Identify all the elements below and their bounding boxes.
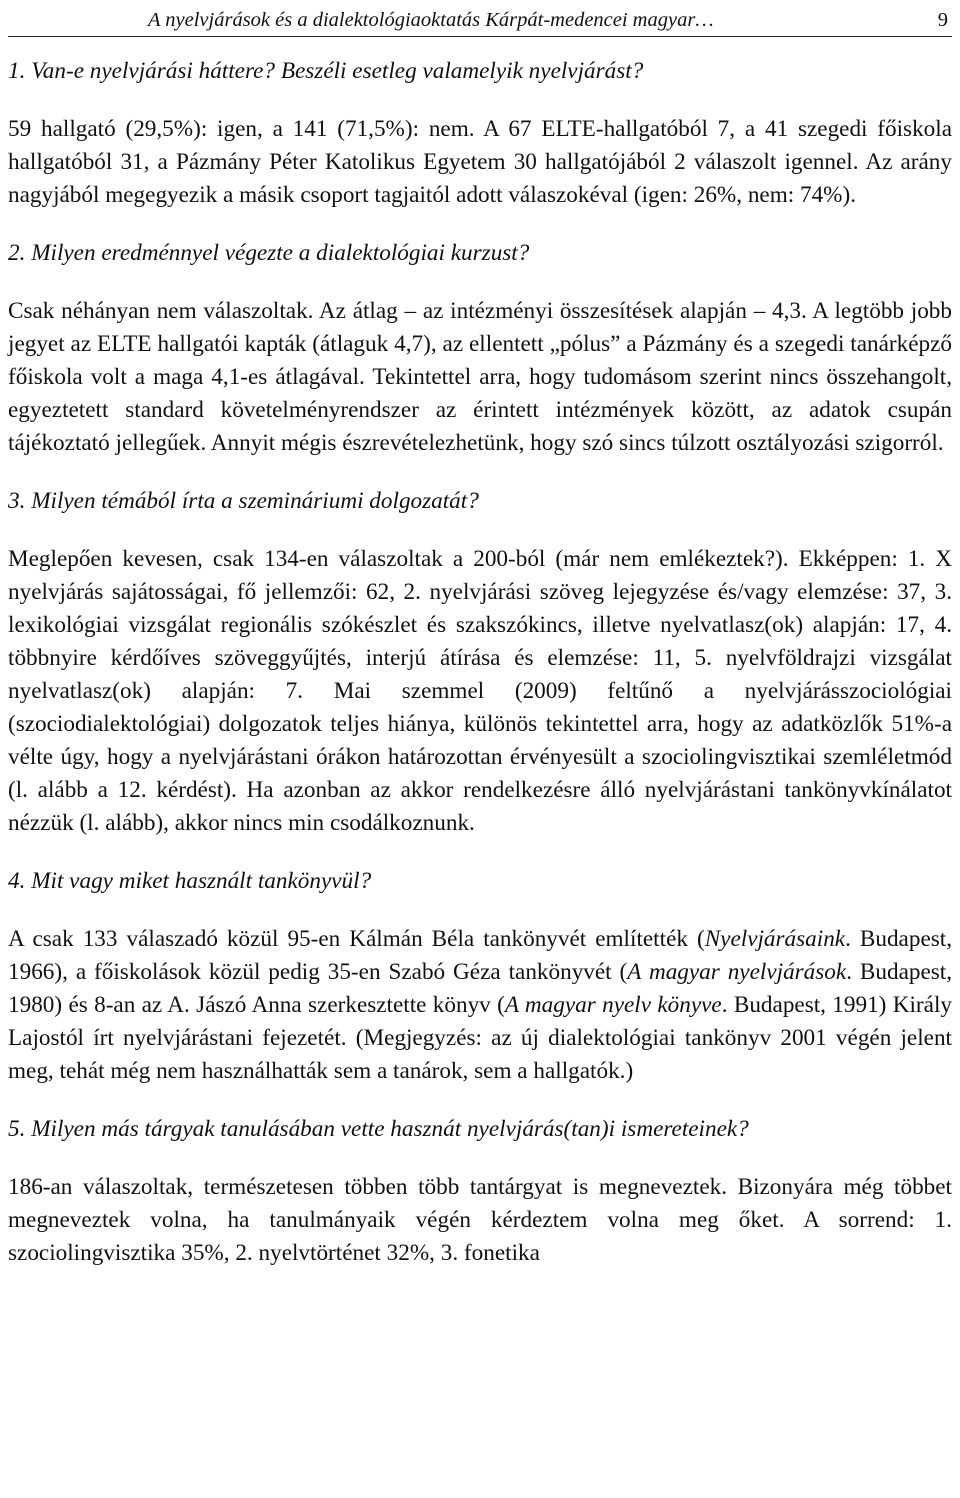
- answer-text: . Budapest, 1991) Király Lajostól írt nyelvjárástani fejezetét. (Megjegyzés: az új dialektológiai tankönyv 2001 végén jelent meg, tehát még nem használhatták sem a tanárok, sem a hallgatók.): [8, 992, 952, 1084]
- book-title: A magyar nyelv könyve: [504, 992, 722, 1018]
- answer-text: Csak néhányan nem válaszoltak. Az átlag – az intézményi összesítések alapján – 4,3. A legtöbb jobb jegyet az ELTE hallgatói kapták (átlaguk 4,7), az ellentett „pólus” a Pázmány és a szegedi tanárképző főiskola volt a maga 4,1-es átlagával. Tekintettel arra, hogy tudomásom szerint nincs összehangolt, egyeztetett standard követelményrendszer az érintett intézmények között, az adatok csupán tájékoztató jellegűek. Annyit mégis észrevételezhetünk, hogy szó sincs túlzott osztályozási szigorról.: [8, 298, 952, 456]
- answer-text: 59 hallgató (29,5%): igen, a 141 (71,5%): nem. A 67 ELTE-hallgatóból 7, a 41 szegedi főiskola hallgatóból 31, a Pázmány Péter Katolikus Egyetem 30 hallgatójából 2 válaszolt igennel. Az arány nagyjából megegyezik a másik csoport tagjaitól adott válaszokéval (igen: 26%, nem: 74%).: [8, 116, 952, 208]
- question-heading-5: 5. Milyen más tárgyak tanulásában vette hasznát nyelvjárás(tan)i ismereteinek?: [8, 1116, 749, 1142]
- answer-paragraph-4: [8, 923, 952, 1088]
- answer-text: Meglepően kevesen, csak 134-en válaszoltak a 200-ból (már nem emlékeztek?). Ekképpen: 1. X nyelvjárás sajátosságai, fő jellemzői: 62, 2. nyelvjárási szöveg lejegyzése és/vagy elemzése: 37, 3. lexikológiai vizsgálat regionális szókészlet és szakszókincs, illetve nyelvatlasz(ok) alapján: 17, 4. többnyire kérdőíves szöveggyűjtés, interjú átírása és elemzése: 11, 5. nyelvföldrajzi vizsgálat nyelvatlasz(ok) alapján: 7. Mai szemmel (2009) feltűnő a nyelvjárásszociológiai (szociodialektológiai) dolgozatok teljes hiánya, különös tekintettel arra, hogy az adatközlők 51%-a vélte úgy, hogy a nyelvjárástani órákon határozottan érvényesült a szociolingvisztikai szemléletmód (l. alább a 12. kérdést). Ha azonban az akkor rendelkezésre álló nyelvjárástani tankönyvkínálatot nézzük (l. alább), akkor nincs min csodálkoznunk.: [8, 546, 952, 836]
- book-title: Nyelvjárásaink: [704, 926, 846, 952]
- question-heading-4: 4. Mit vagy miket használt tankönyvül?: [8, 868, 372, 894]
- answer-paragraph-5: [8, 1171, 952, 1270]
- document-page: [8, 0, 953, 1266]
- answer-paragraph-3: [8, 543, 952, 840]
- answer-text: . Budapest, 1966), a főiskolások közül pedig 35-en Szabó Géza tankönyvét (: [8, 926, 952, 985]
- answer-text: . Budapest, 1980) és 8-an az A. Jászó Anna szerkesztette könyv (: [8, 959, 953, 1018]
- page-number: 9: [937, 9, 948, 31]
- answer-text: 186-an válaszoltak, természetesen többen több tantárgyat is megneveztek. Bizonyára még többet megneveztek volna, ha tanulmányaik végén kérdeztem volna meg őket. A sorrend: 1. szociolingvisztika 35%, 2. nyelvtörténet 32%, 3. fonetika: [8, 1174, 952, 1266]
- running-header: [8, 0, 952, 37]
- document-body: [8, 55, 952, 1270]
- running-title: A nyelvjárások és a dialektológiaoktatás Kárpát-medencei magyar…: [148, 9, 714, 31]
- answer-paragraph-1: [8, 113, 952, 212]
- answer-paragraph-2: [8, 295, 952, 460]
- book-title: A magyar nyelvjárások: [627, 959, 847, 985]
- question-heading-1: 1. Van-e nyelvjárási háttere? Beszéli esetleg valamelyik nyelvjárást?: [8, 58, 644, 84]
- answer-text: A csak 133 válaszadó közül 95-en Kálmán Béla tankönyvét említették (: [8, 926, 705, 952]
- question-heading-2: 2. Milyen eredménnyel végezte a dialektológiai kurzust?: [8, 240, 530, 266]
- question-heading-3: 3. Milyen témából írta a szemináriumi dolgozatát?: [8, 488, 479, 514]
